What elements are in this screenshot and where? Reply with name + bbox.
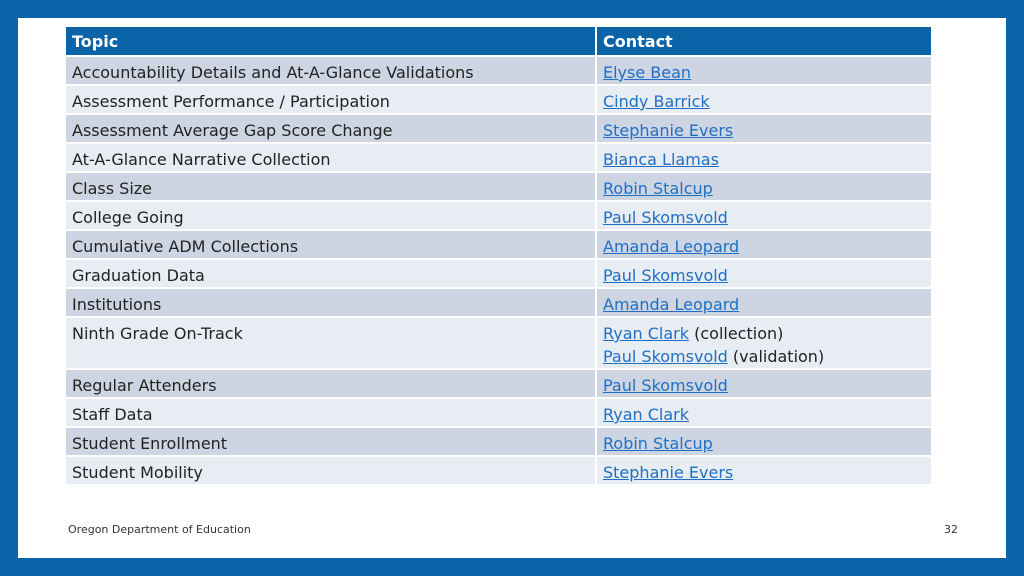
table-row [66,85,931,114]
contact-link[interactable]: Amanda Leopard [603,295,740,314]
contact-link[interactable]: Bianca Llamas [603,150,719,169]
column-header-contact: Contact [596,27,931,56]
page-number: 32 [944,523,958,536]
topic-cell: Staff Data [66,398,596,427]
contact-note: (validation) [732,347,825,366]
slide [18,18,1006,558]
contact-cell [596,114,931,143]
contact-link[interactable]: Elyse Bean [603,63,692,82]
contact-cell [596,369,931,398]
contact-cell [596,143,931,172]
contacts-table [66,27,931,486]
topic-cell: Ninth Grade On-Track [66,317,596,369]
contact-link[interactable]: Paul Skomsvold [603,208,728,227]
topic-cell: Accountability Details and At-A-Glance Validations [66,56,596,85]
contact-link[interactable]: Ryan Clark [603,324,690,343]
contact-cell [596,85,931,114]
contact-cell [596,288,931,317]
contact-cell [596,230,931,259]
topic-cell: At-A-Glance Narrative Collection [66,143,596,172]
column-header-topic: Topic [66,27,596,56]
table-row [66,456,931,485]
table-row [66,317,931,369]
contact-line [603,322,925,345]
topic-cell: Student Enrollment [66,427,596,456]
topic-cell: Cumulative ADM Collections [66,230,596,259]
table-row [66,172,931,201]
contact-cell [596,172,931,201]
table-row [66,56,931,85]
topic-cell: Student Mobility [66,456,596,485]
table-row [66,288,931,317]
table-row [66,114,931,143]
contact-note: (collection) [694,324,784,343]
table-header-row [66,27,931,56]
contact-link[interactable]: Robin Stalcup [603,434,713,453]
footer-organization: Oregon Department of Education [68,523,251,536]
contact-cell [596,201,931,230]
contact-link[interactable]: Paul Skomsvold [603,376,728,395]
contact-link[interactable]: Stephanie Evers [603,463,734,482]
table-row [66,201,931,230]
table-row [66,427,931,456]
contact-cell [596,456,931,485]
contact-cell [596,317,931,369]
topic-cell: Assessment Average Gap Score Change [66,114,596,143]
contact-cell [596,259,931,288]
contact-link[interactable]: Ryan Clark [603,405,690,424]
topic-cell: Regular Attenders [66,369,596,398]
contact-link[interactable]: Paul Skomsvold [603,347,728,366]
contact-link[interactable]: Stephanie Evers [603,121,734,140]
contact-link[interactable]: Cindy Barrick [603,92,710,111]
contact-line [603,345,925,368]
topic-cell: Graduation Data [66,259,596,288]
contact-link[interactable]: Robin Stalcup [603,179,713,198]
contact-cell [596,427,931,456]
table-row [66,230,931,259]
table-row [66,369,931,398]
contact-link[interactable]: Paul Skomsvold [603,266,728,285]
topic-cell: Class Size [66,172,596,201]
table-row [66,259,931,288]
table-row [66,143,931,172]
contact-cell [596,398,931,427]
topic-cell: College Going [66,201,596,230]
table-row [66,398,931,427]
topic-cell: Assessment Performance / Participation [66,85,596,114]
contact-link[interactable]: Amanda Leopard [603,237,740,256]
topic-cell: Institutions [66,288,596,317]
contact-cell [596,56,931,85]
